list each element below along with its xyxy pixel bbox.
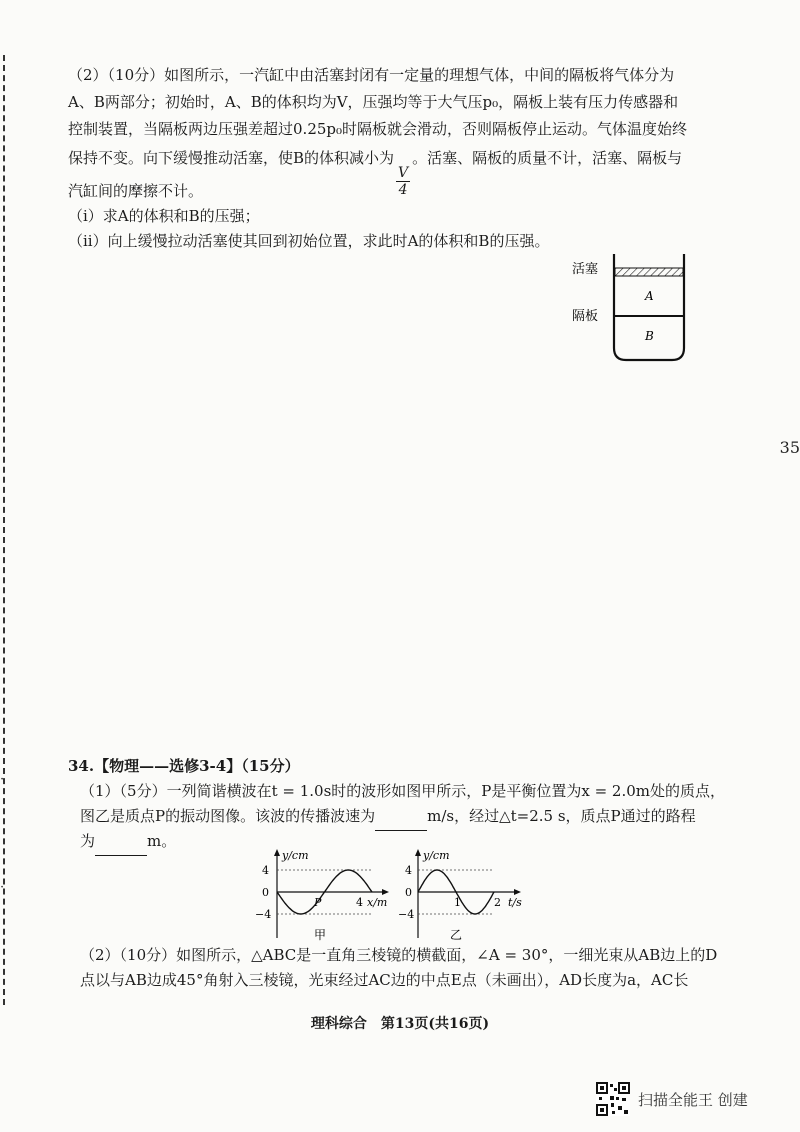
fraction-denominator: 4: [398, 182, 408, 198]
yi-tick-2: 2: [494, 896, 501, 909]
q33-line-2: A、B两部分；初始时，A、B的体积均为V，压强均等于大气压p₀，隔板上装有压力传感器和: [68, 93, 679, 111]
q34-part1-text-a: 图乙是质点P的振动图像。该波的传播波速为: [80, 807, 376, 825]
wave-graph-jia: [250, 846, 400, 942]
piston: [615, 268, 683, 276]
scanner-watermark: [596, 1082, 748, 1116]
jia-tick-neg4: −4: [255, 908, 272, 921]
answer-blank-speed[interactable]: [375, 803, 427, 831]
qr-code-icon: [596, 1082, 630, 1116]
jia-tick-4x: 4: [356, 896, 363, 909]
jia-y-arrow: [274, 849, 280, 856]
q33-line-3: 控制装置，当隔板两边压强差超过0.25p₀时隔板就会滑动，否则隔板停止运动。气体温度始终: [68, 120, 688, 138]
jia-caption: 甲: [314, 928, 327, 942]
wave-graph-yi: [398, 846, 538, 942]
yi-tick-1: 1: [454, 896, 461, 909]
answer-blank-distance[interactable]: [95, 828, 147, 856]
yi-y-label: y/cm: [423, 849, 450, 862]
jia-tick-0: 0: [262, 886, 269, 899]
jia-x-label: x/m: [367, 896, 388, 909]
side-page-number: 35: [779, 438, 800, 457]
q33-sub-i: （i）求A的体积和B的压强；: [68, 207, 260, 225]
yi-tick-4: 4: [405, 864, 412, 877]
yi-x-arrow: [514, 889, 521, 895]
q34-part2-line-1: （2）（10分）如图所示，△ABC是一直角三棱镜的横截面，∠A = 30°，一细光束从AB边上的D: [80, 946, 718, 964]
piston-label: 活塞: [572, 262, 599, 277]
q33-line-4-rest: 。活塞、隔板的质量不计，活塞、隔板与: [412, 149, 683, 167]
q34-part2-line-2: 点以与AB边成45°角射入三棱镜，光束经过AC边的中点E点（未画出），AD长度为a，AC长: [80, 971, 689, 989]
yi-tick-0: 0: [405, 886, 412, 899]
q33-sub-ii: （ii）向上缓慢拉动活塞使其回到初始位置，求此时A的体积和B的压强。: [68, 232, 550, 250]
cylinder-diagram: [570, 250, 700, 370]
q34-part1-line-1: （1）（5分）一列简谐横波在t = 1.0s时的波形如图甲所示，P是平衡位置为x = 2.0m处的质点，: [80, 782, 726, 800]
margin-mark: ·: [0, 880, 5, 895]
q33-line-5: 汽缸间的摩擦不计。: [68, 182, 204, 200]
yi-y-arrow: [415, 849, 421, 856]
binding-dashed-line: [3, 55, 5, 1005]
page-footer: 理科综合 第13页(共16页): [310, 1016, 490, 1032]
fraction-numerator: V: [398, 165, 409, 181]
q34-part1-line-3: [80, 828, 176, 856]
chamber-b-label: B: [645, 329, 654, 343]
yi-caption: 乙: [450, 928, 463, 942]
scanner-label: 扫描全能王 创建: [638, 1090, 748, 1109]
q33-line-1: （2）（10分）如图所示，一汽缸中由活塞封闭有一定量的理想气体，中间的隔板将气体分为: [68, 66, 675, 84]
q34-part1-text-b: m/s，经过△t=2.5 s，质点P通过的路程: [427, 807, 696, 825]
q34-heading: 34.【物理——选修3-4】（15分）: [68, 757, 300, 775]
q34-part1-line-2: [80, 803, 696, 831]
q33-line-4-text: 保持不变。向下缓慢推动活塞，使B的体积减小为: [68, 149, 395, 167]
yi-x-label: t/s: [508, 896, 522, 909]
jia-tick-4: 4: [262, 864, 269, 877]
margin-mark: ·: [0, 772, 5, 787]
q34-part1-text-c: 为: [80, 832, 96, 850]
fraction-v-over-4: [396, 165, 410, 198]
q34-part1-text-d: m。: [147, 832, 177, 850]
divider-label: 隔板: [572, 309, 599, 324]
jia-y-label: y/cm: [282, 849, 309, 862]
jia-x-arrow: [382, 889, 389, 895]
yi-tick-neg4: −4: [398, 908, 415, 921]
chamber-a-label: A: [645, 289, 654, 303]
jia-tick-p: P: [314, 896, 322, 909]
